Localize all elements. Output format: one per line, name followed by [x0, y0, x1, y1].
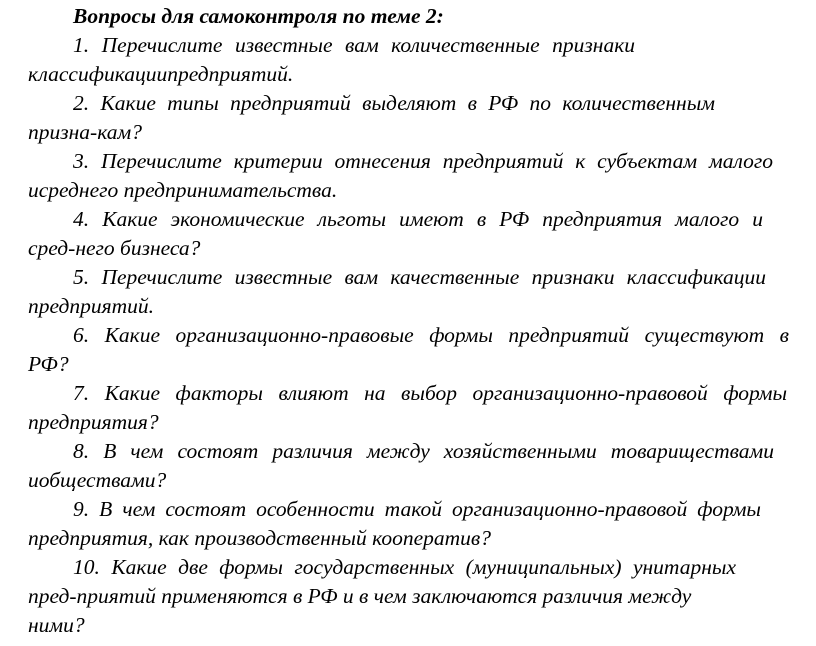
question-9-line-1 [73, 496, 761, 522]
question-6-line-2: РФ? [28, 352, 69, 376]
question-2-number: 2. [73, 91, 90, 115]
question-3-line-1 [73, 148, 773, 174]
question-10-line-1 [73, 554, 736, 580]
question-2-line-2: призна-кам? [28, 120, 142, 144]
question-1-line-2: классификациипредприятий. [28, 62, 294, 86]
question-2-text: Какие типы предприятий выделяют в РФ по количественным [100, 91, 716, 115]
question-10-line-3: ними? [28, 613, 85, 637]
question-1-number: 1. [73, 33, 90, 57]
question-6-line-1 [73, 322, 789, 348]
question-6-number: 6. [73, 323, 90, 347]
question-5-text: Перечислите известные вам качественные признаки классификации [101, 265, 767, 289]
question-3-text: Перечислите критерии отнесения предприятий к субъектам малого [101, 149, 773, 173]
question-7-number: 7. [73, 381, 90, 405]
question-6-text: Какие организационно-правовые формы предприятий существуют в [104, 323, 789, 347]
question-2-line-1 [73, 90, 715, 116]
question-8-number: 8. [73, 439, 90, 463]
question-5-number: 5. [73, 265, 90, 289]
question-7-line-2: предприятия? [28, 410, 159, 434]
question-1-text: Перечислите известные вам количественные признаки [101, 33, 635, 57]
page-title: Вопросы для самоконтроля по теме 2: [73, 4, 444, 28]
question-4-number: 4. [73, 207, 90, 231]
question-10-line-2: пред-приятий применяются в РФ и в чем заключаются различия между [28, 584, 692, 608]
question-3-line-2: исреднего предпринимательства. [28, 178, 338, 202]
question-9-line-2: предприятия, как производственный кооператив? [28, 526, 491, 550]
question-1-line-1 [73, 32, 635, 58]
question-8-line-1 [73, 438, 774, 464]
question-7-text: Какие факторы влияют на выбор организационно-правовой формы [104, 381, 788, 405]
question-8-line-2: иобществами? [28, 468, 167, 492]
question-9-number: 9. [73, 497, 90, 521]
question-9-text: В чем состоят особенности такой организационно-правовой формы [99, 497, 761, 521]
question-10-number: 10. [73, 555, 100, 579]
question-3-number: 3. [73, 149, 90, 173]
question-4-line-2: сред-него бизнеса? [28, 236, 201, 260]
question-5-line-2: предприятий. [28, 294, 155, 318]
question-10-text: Какие две формы государственных (муниципальных) унитарных [111, 555, 736, 579]
question-4-text: Какие экономические льготы имеют в РФ предприятия малого и [102, 207, 764, 231]
question-8-text: В чем состоят различия между хозяйственными товариществами [103, 439, 775, 463]
question-7-line-1 [73, 380, 787, 406]
question-4-line-1 [73, 206, 763, 232]
question-5-line-1 [73, 264, 766, 290]
